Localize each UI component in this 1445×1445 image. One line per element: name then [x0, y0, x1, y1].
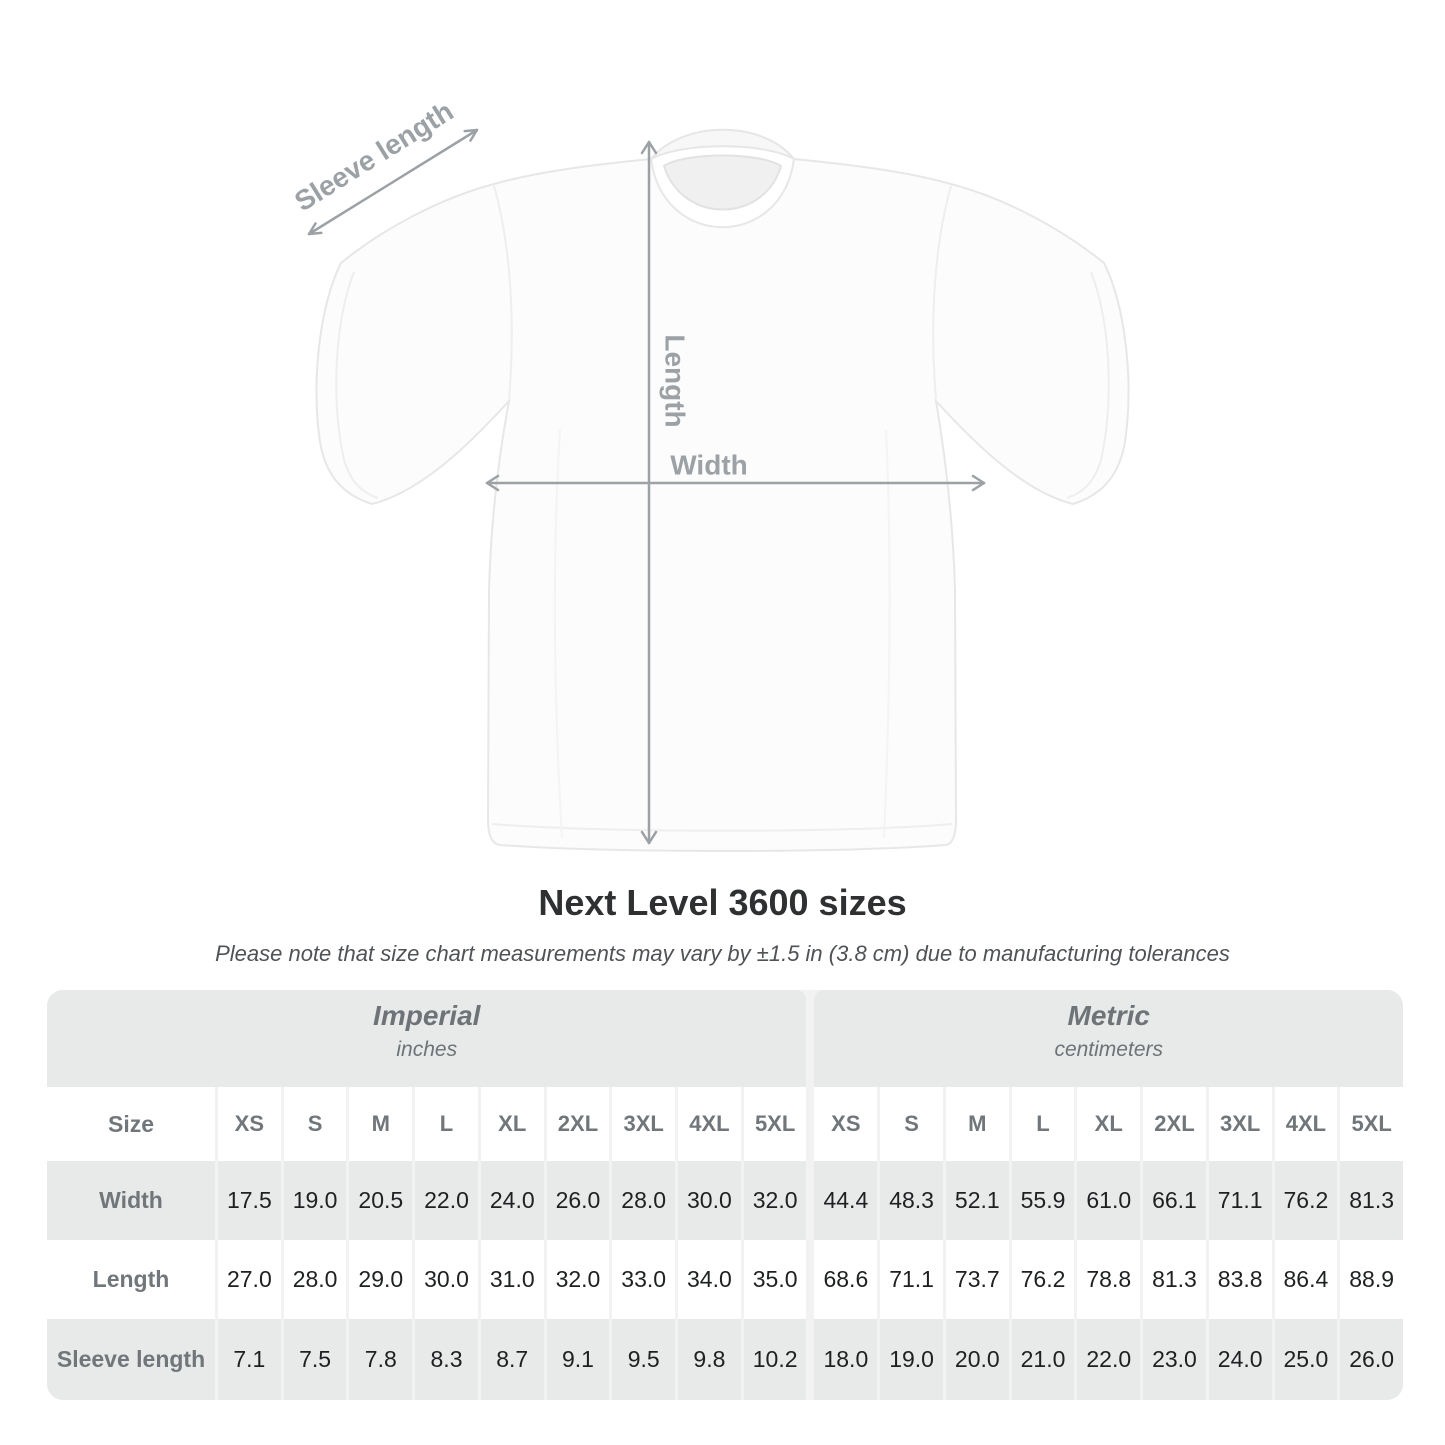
size-col-header-metric: L	[1012, 1087, 1075, 1161]
imperial-header-title: Imperial	[373, 999, 481, 1031]
row-label: Length	[47, 1240, 215, 1319]
page-title: Next Level 3600 sizes	[538, 882, 907, 923]
value-cell-metric: 44.4	[814, 1161, 877, 1240]
value-cell-metric: 26.0	[1340, 1319, 1403, 1400]
size-col-header-metric: XL	[1077, 1087, 1140, 1161]
group-gap	[809, 990, 811, 1087]
row-label: Width	[47, 1161, 215, 1240]
size-col-header-metric: 5XL	[1340, 1087, 1403, 1161]
value-cell-imperial: 34.0	[678, 1240, 741, 1319]
value-cell-imperial: 35.0	[744, 1240, 807, 1319]
value-cell-metric: 24.0	[1209, 1319, 1272, 1400]
size-col-header-imperial: L	[415, 1087, 478, 1161]
size-col-header-imperial: XS	[218, 1087, 281, 1161]
tshirt-illustration	[317, 130, 1129, 851]
metric-header-unit: centimeters	[1054, 1037, 1163, 1061]
value-cell-metric: 81.3	[1340, 1161, 1403, 1240]
value-cell-metric: 83.8	[1209, 1240, 1272, 1319]
value-cell-metric: 18.0	[814, 1319, 877, 1400]
value-cell-metric: 86.4	[1275, 1240, 1338, 1319]
group-gap	[809, 1087, 811, 1161]
value-cell-imperial: 8.3	[415, 1319, 478, 1400]
size-col-header-imperial: 3XL	[612, 1087, 675, 1161]
size-table-grid	[47, 990, 1403, 1400]
imperial-header-unit: inches	[396, 1037, 458, 1061]
size-col-header-imperial: S	[284, 1087, 347, 1161]
value-cell-imperial: 20.5	[349, 1161, 412, 1240]
tshirt-body	[317, 159, 1129, 851]
value-cell-metric: 21.0	[1012, 1319, 1075, 1400]
metric-header-block	[814, 990, 1403, 1087]
value-cell-imperial: 24.0	[481, 1161, 544, 1240]
value-cell-metric: 76.2	[1275, 1161, 1338, 1240]
value-cell-metric: 61.0	[1077, 1161, 1140, 1240]
size-col-header-metric: 3XL	[1209, 1087, 1272, 1161]
value-cell-imperial: 17.5	[218, 1161, 281, 1240]
value-cell-imperial: 7.8	[349, 1319, 412, 1400]
value-cell-metric: 71.1	[880, 1240, 943, 1319]
tshirt-diagram	[250, 80, 1200, 880]
value-cell-metric: 68.6	[814, 1240, 877, 1319]
value-cell-metric: 55.9	[1012, 1161, 1075, 1240]
value-cell-imperial: 8.7	[481, 1319, 544, 1400]
tshirt-neck-opening	[664, 156, 781, 210]
value-cell-metric: 81.3	[1143, 1240, 1206, 1319]
value-cell-imperial: 30.0	[678, 1161, 741, 1240]
tolerance-note: Please note that size chart measurements may vary by ±1.5 in (3.8 cm) due to manufacturing tolerances	[215, 941, 1230, 966]
value-cell-imperial: 28.0	[284, 1240, 347, 1319]
value-cell-metric: 88.9	[1340, 1240, 1403, 1319]
size-col-header-imperial: XL	[481, 1087, 544, 1161]
value-cell-metric: 48.3	[880, 1161, 943, 1240]
size-col-header-metric: 4XL	[1275, 1087, 1338, 1161]
size-col-header-metric: S	[880, 1087, 943, 1161]
size-col-header-metric: XS	[814, 1087, 877, 1161]
size-col-header-imperial: 5XL	[744, 1087, 807, 1161]
group-gap	[809, 1161, 811, 1240]
value-cell-imperial: 7.1	[218, 1319, 281, 1400]
value-cell-metric: 23.0	[1143, 1319, 1206, 1400]
metric-header-title: Metric	[1067, 999, 1150, 1031]
value-cell-metric: 19.0	[880, 1319, 943, 1400]
size-col-header-imperial: M	[349, 1087, 412, 1161]
value-cell-imperial: 32.0	[744, 1161, 807, 1240]
value-cell-imperial: 33.0	[612, 1240, 675, 1319]
value-cell-metric: 52.1	[946, 1161, 1009, 1240]
value-cell-metric: 71.1	[1209, 1161, 1272, 1240]
value-cell-metric: 66.1	[1143, 1161, 1206, 1240]
value-cell-metric: 78.8	[1077, 1240, 1140, 1319]
sleeve-length-label: Sleeve length	[289, 95, 459, 218]
value-cell-imperial: 9.8	[678, 1319, 741, 1400]
value-cell-metric: 22.0	[1077, 1319, 1140, 1400]
value-cell-metric: 73.7	[946, 1240, 1009, 1319]
size-col-header-imperial: 2XL	[547, 1087, 610, 1161]
width-label: Width	[670, 449, 748, 481]
value-cell-imperial: 29.0	[349, 1240, 412, 1319]
group-gap	[809, 1240, 811, 1319]
value-cell-imperial: 9.5	[612, 1319, 675, 1400]
size-header-cell: Size	[47, 1087, 215, 1161]
size-col-header-metric: M	[946, 1087, 1009, 1161]
value-cell-imperial: 9.1	[547, 1319, 610, 1400]
value-cell-imperial: 26.0	[547, 1161, 610, 1240]
size-col-header-imperial: 4XL	[678, 1087, 741, 1161]
value-cell-imperial: 32.0	[547, 1240, 610, 1319]
length-label: Length	[659, 334, 691, 428]
value-cell-imperial: 30.0	[415, 1240, 478, 1319]
size-col-header-metric: 2XL	[1143, 1087, 1206, 1161]
value-cell-imperial: 31.0	[481, 1240, 544, 1319]
value-cell-metric: 20.0	[946, 1319, 1009, 1400]
value-cell-imperial: 10.2	[744, 1319, 807, 1400]
value-cell-imperial: 19.0	[284, 1161, 347, 1240]
value-cell-imperial: 7.5	[284, 1319, 347, 1400]
value-cell-imperial: 22.0	[415, 1161, 478, 1240]
imperial-header-block	[47, 990, 806, 1087]
value-cell-metric: 25.0	[1275, 1319, 1338, 1400]
row-label: Sleeve length	[47, 1319, 215, 1400]
value-cell-imperial: 28.0	[612, 1161, 675, 1240]
group-gap	[809, 1319, 811, 1400]
value-cell-metric: 76.2	[1012, 1240, 1075, 1319]
value-cell-imperial: 27.0	[218, 1240, 281, 1319]
